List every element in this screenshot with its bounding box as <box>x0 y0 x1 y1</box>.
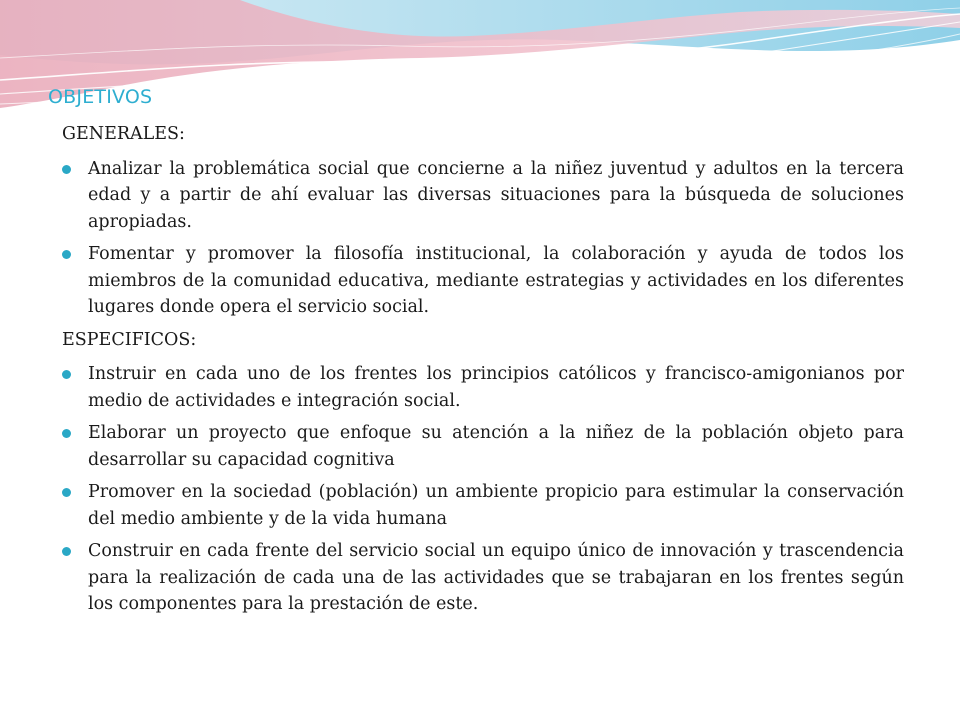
bullet-icon <box>62 250 71 259</box>
bullet-icon <box>62 429 71 438</box>
list-item-text: Construir en cada frente del servicio social un equipo único de innovación y trascendencia para la realización de cada una de las actividades que se trabajaran en los frentes según los componentes para la prestación de este. <box>88 541 904 614</box>
bullet-icon <box>62 488 71 497</box>
slide-body <box>62 121 904 624</box>
generales-list <box>62 156 904 321</box>
bullet-icon <box>62 547 71 556</box>
bullet-icon <box>62 165 71 174</box>
list-item <box>62 538 904 618</box>
list-item-text: Promover en la sociedad (población) un ambiente propicio para estimular la conservación del medio ambiente y de la vida humana <box>88 482 904 529</box>
section-heading-generales: GENERALES: <box>62 124 185 144</box>
list-item <box>62 361 904 414</box>
list-item-text: Instruir en cada uno de los frentes los principios católicos y francisco-amigonianos por medio de actividades e integración social. <box>88 364 904 411</box>
list-item-text: Fomentar y promover la filosofía institucional, la colaboración y ayuda de todos los miembros de la comunidad educativa, mediante estrategias y actividades en los diferentes lugares donde opera el servicio social. <box>88 244 904 317</box>
especificos-list <box>62 361 904 618</box>
bullet-icon <box>62 370 71 379</box>
section-heading-especificos: ESPECIFICOS: <box>62 329 197 350</box>
list-item <box>62 156 904 236</box>
slide-title: OBJETIVOS <box>48 86 153 108</box>
list-item <box>62 479 904 532</box>
list-item <box>62 241 904 321</box>
list-item-text: Elaborar un proyecto que enfoque su atención a la niñez de la población objeto para desarrollar su capacidad cognitiva <box>88 423 904 470</box>
list-item <box>62 420 904 473</box>
list-item-text: Analizar la problemática social que concierne a la niñez juventud y adultos en la tercera edad y a partir de ahí evaluar las diversas situaciones para la búsqueda de soluciones apropiadas. <box>88 158 904 232</box>
